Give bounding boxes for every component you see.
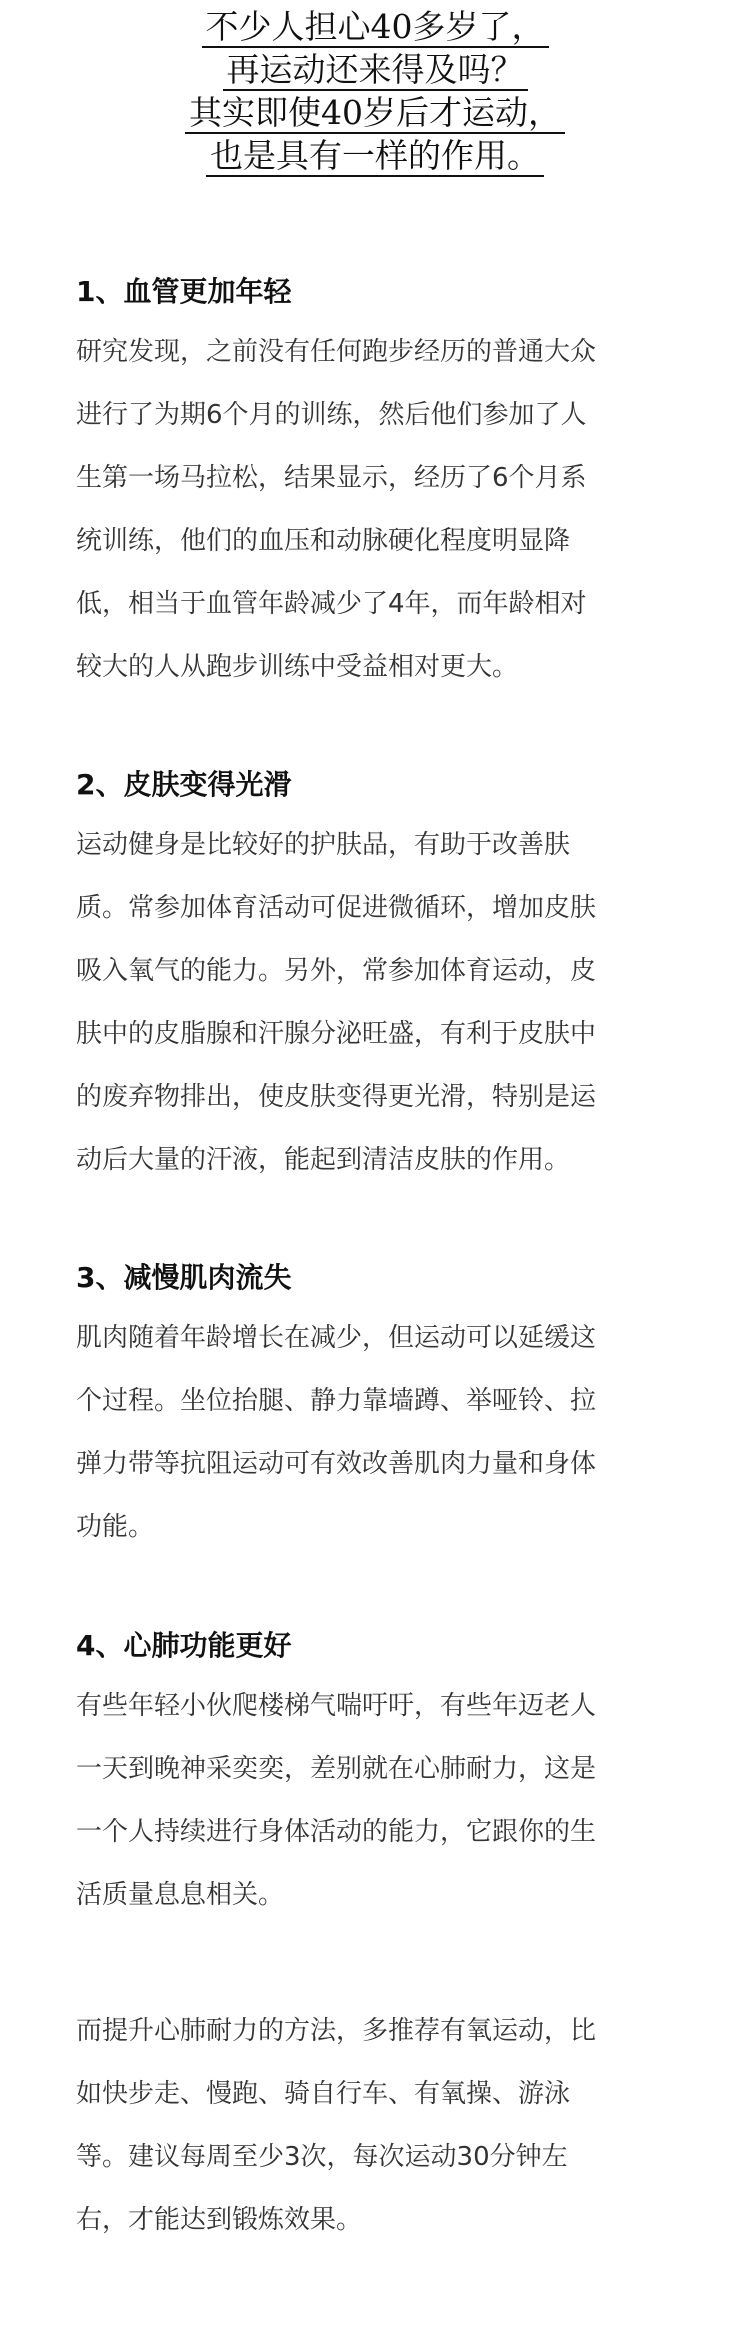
title-line: 也是具有一样的作用。 xyxy=(206,137,544,177)
section-heading: 4、心肺功能更好 xyxy=(76,1629,292,1662)
title-line: 再运动还来得及吗？ xyxy=(223,51,528,91)
paragraph-line: 运动健身是比较好的护肤品，有助于改善肤 xyxy=(76,830,571,860)
section-heading: 3、减慢肌肉流失 xyxy=(76,1261,292,1294)
section-blood-vessels xyxy=(76,272,676,699)
title-line: 不少人担心40多岁了， xyxy=(202,8,549,48)
section-paragraph xyxy=(76,814,676,1192)
paragraph-line: 质。常参加体育活动可促进微循环，增加皮肤 xyxy=(76,893,597,923)
section-heading: 1、血管更加年轻 xyxy=(76,275,292,308)
paragraph-line: 统训练，他们的血压和动脉硬化程度明显降 xyxy=(76,526,571,556)
title-line: 其实即使40岁后才运动， xyxy=(185,94,565,134)
paragraph-line: 活质量息息相关。 xyxy=(76,1880,285,1910)
paragraph-line: 吸入氧气的能力。另外，常参加体育运动，皮 xyxy=(76,956,597,986)
paragraph-line: 个过程。坐位抬腿、静力靠墙蹲、举哑铃、拉 xyxy=(76,1386,597,1416)
paragraph-line: 较大的人从跑步训练中受益相对更大。 xyxy=(76,652,519,682)
section-cardiopulmonary xyxy=(76,1626,676,1927)
paragraph-line: 动后大量的汗液，能起到清洁皮肤的作用。 xyxy=(76,1145,571,1175)
section-paragraph xyxy=(76,1675,676,1927)
paragraph-line: 弹力带等抗阻运动可有效改善肌肉力量和身体 xyxy=(76,1449,597,1479)
paragraph-line: 生第一场马拉松，结果显示，经历了6个月系 xyxy=(76,463,587,493)
paragraph-line: 等。建议每周至少3次，每次运动30分钟左 xyxy=(76,2142,568,2172)
section-skin xyxy=(76,765,676,1192)
article-title xyxy=(0,6,750,178)
section-paragraph xyxy=(76,321,676,699)
paragraph-line: 如快步走、慢跑、骑自行车、有氧操、游泳 xyxy=(76,2079,571,2109)
paragraph-line: 一天到晚神采奕奕，差别就在心肺耐力，这是 xyxy=(76,1754,597,1784)
closing-paragraph xyxy=(76,2000,676,2252)
paragraph-line: 右，才能达到锻炼效果。 xyxy=(76,2205,363,2235)
paragraph-line: 研究发现，之前没有任何跑步经历的普通大众 xyxy=(76,337,597,367)
paragraph-line: 而提升心肺耐力的方法，多推荐有氧运动，比 xyxy=(76,2016,597,2046)
section-heading: 2、皮肤变得光滑 xyxy=(76,768,292,801)
section-paragraph xyxy=(76,1307,676,1559)
paragraph-line: 肌肉随着年龄增长在减少，但运动可以延缓这 xyxy=(76,1323,597,1353)
paragraph-line: 肤中的皮脂腺和汗腺分泌旺盛，有利于皮肤中 xyxy=(76,1019,597,1049)
paragraph-line: 功能。 xyxy=(76,1512,155,1542)
paragraph-line: 的废弃物排出，使皮肤变得更光滑，特别是运 xyxy=(76,1082,597,1112)
paragraph-line: 进行了为期6个月的训练，然后他们参加了人 xyxy=(76,400,587,430)
paragraph-line: 有些年轻小伙爬楼梯气喘吁吁，有些年迈老人 xyxy=(76,1691,597,1721)
paragraph-line: 一个人持续进行身体活动的能力，它跟你的生 xyxy=(76,1817,597,1847)
closing-section xyxy=(76,2000,676,2252)
section-muscle xyxy=(76,1258,676,1559)
paragraph-line: 低，相当于血管年龄减少了4年，而年龄相对 xyxy=(76,589,587,619)
